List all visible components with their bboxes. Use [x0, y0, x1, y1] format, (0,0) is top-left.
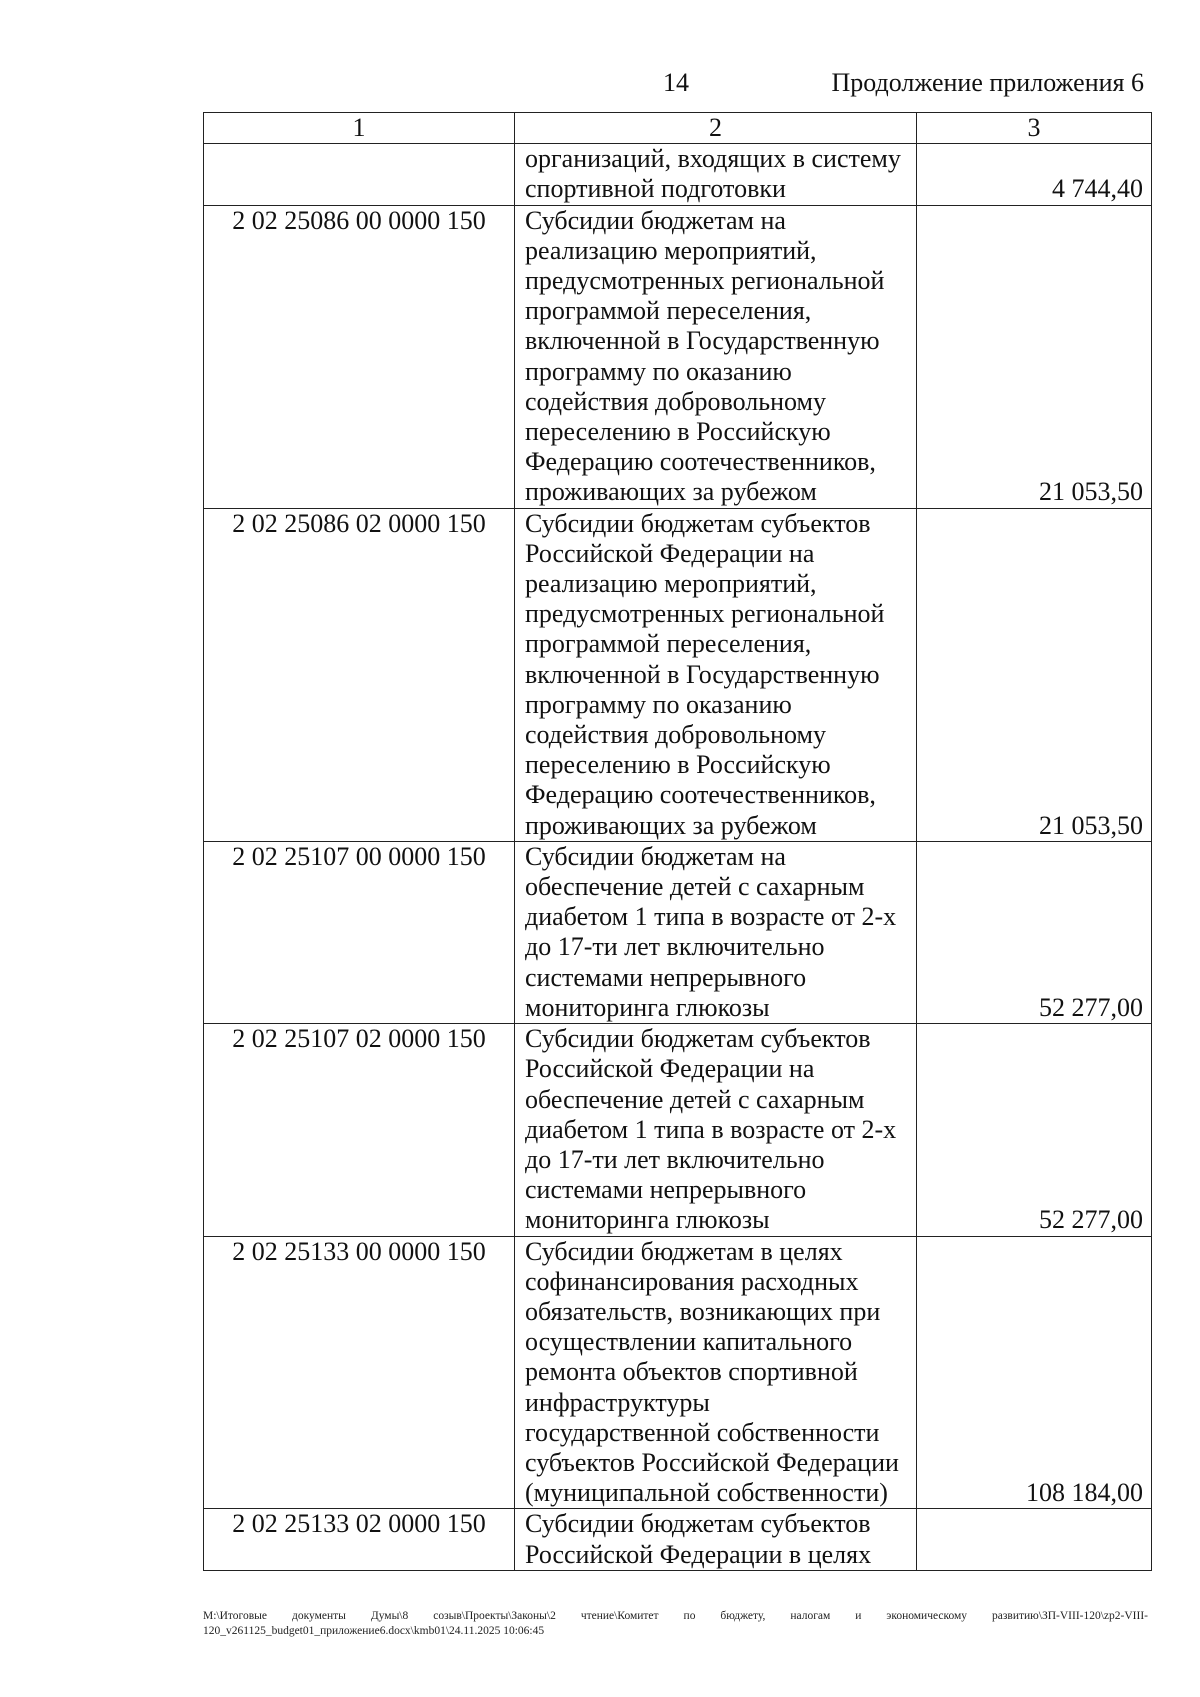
description-line: системами непрерывного	[525, 1175, 807, 1205]
amount-value: 21 053,50	[1039, 477, 1143, 507]
description-line: софинансирования расходных	[525, 1266, 859, 1296]
amount-cell	[917, 508, 1152, 841]
budget-code-cell	[204, 1236, 515, 1509]
amount-value: 21 053,50	[1039, 810, 1143, 840]
description-line: (муниципальной собственности)	[525, 1478, 888, 1508]
description-line: осуществлении капитального	[525, 1327, 853, 1357]
description-line: Российской Федерации в целях	[525, 1539, 872, 1569]
amount-cell	[917, 1509, 1152, 1570]
description-line: до 17-ти лет включительно	[525, 932, 825, 962]
description-line: мониторинга глюкозы	[525, 1205, 770, 1235]
budget-code: 2 02 25086 00 0000 150	[232, 205, 486, 235]
column-header: 1	[204, 113, 515, 144]
table-row	[204, 144, 1152, 205]
description-line: Субсидии бюджетам на	[525, 205, 786, 235]
description-line: включенной в Государственную	[525, 659, 880, 689]
description-cell	[515, 1236, 917, 1509]
description-line: обеспечение детей с сахарным	[525, 872, 865, 902]
description-line: мониторинга глюкозы	[525, 992, 770, 1022]
description-line: программу по оказанию	[525, 689, 792, 719]
table-row	[204, 1509, 1152, 1570]
table-row	[204, 508, 1152, 841]
budget-code-cell	[204, 205, 515, 508]
table-row	[204, 1024, 1152, 1236]
description-line: диабетом 1 типа в возрасте от 2-х	[525, 1114, 897, 1144]
description-line: до 17-ти лет включительно	[525, 1144, 825, 1174]
page-number: 14	[663, 68, 689, 97]
amount-cell	[917, 1236, 1152, 1509]
description-cell	[515, 144, 917, 205]
description-line: переселению в Российскую	[525, 750, 831, 780]
budget-code-cell	[204, 508, 515, 841]
description-cell	[515, 841, 917, 1023]
column-header: 2	[515, 113, 917, 144]
column-header: 3	[917, 113, 1152, 144]
table-row	[204, 1236, 1152, 1509]
description-cell	[515, 1024, 917, 1236]
amount-value: 4 744,40	[1052, 174, 1143, 204]
amount-cell	[917, 144, 1152, 205]
budget-code: 2 02 25133 00 0000 150	[232, 1236, 486, 1266]
description-line: включенной в Государственную	[525, 326, 880, 356]
description-line: программу по оказанию	[525, 356, 792, 386]
description-line: программой переселения,	[525, 629, 812, 659]
description-line: Субсидии бюджетам на	[525, 841, 786, 871]
description-line: инфраструктуры	[525, 1387, 710, 1417]
description-line: проживающих за рубежом	[525, 810, 817, 840]
budget-code: 2 02 25107 02 0000 150	[232, 1024, 486, 1054]
description-line: Российской Федерации на	[525, 538, 815, 568]
budget-code-cell	[204, 1509, 515, 1570]
description-line: содействия добровольному	[525, 720, 826, 750]
budget-code-cell	[204, 1024, 515, 1236]
description-line: программой переселения,	[525, 296, 812, 326]
description-line: ремонта объектов спортивной	[525, 1357, 858, 1387]
description-line: обеспечение детей с сахарным	[525, 1084, 865, 1114]
budget-code: 2 02 25086 02 0000 150	[232, 508, 486, 538]
table-row	[204, 205, 1152, 508]
description-line: содействия добровольному	[525, 386, 826, 416]
description-cell	[515, 205, 917, 508]
description-line: проживающих за рубежом	[525, 477, 817, 507]
description-line: субъектов Российской Федерации	[525, 1447, 899, 1477]
budget-code: 2 02 25107 00 0000 150	[232, 841, 486, 871]
description-line: реализацию мероприятий,	[525, 235, 817, 265]
description-cell	[515, 1509, 917, 1570]
amount-value: 108 184,00	[1026, 1478, 1143, 1508]
description-line: Федерацию соотечественников,	[525, 780, 876, 810]
amount-value: 52 277,00	[1039, 992, 1143, 1022]
budget-code-cell	[204, 841, 515, 1023]
budget-table	[203, 112, 1152, 1571]
description-line: организаций, входящих в систему	[525, 144, 901, 174]
budget-code: 2 02 25133 02 0000 150	[232, 1509, 486, 1539]
description-line: Субсидии бюджетам субъектов	[525, 1509, 871, 1539]
description-cell	[515, 508, 917, 841]
amount-cell	[917, 841, 1152, 1023]
description-line: государственной собственности	[525, 1417, 880, 1447]
table-row	[204, 841, 1152, 1023]
description-line: Федерацию соотечественников,	[525, 447, 876, 477]
description-line: Российской Федерации на	[525, 1054, 815, 1084]
description-line: предусмотренных региональной	[525, 266, 885, 296]
description-line: системами непрерывного	[525, 962, 807, 992]
description-line: диабетом 1 типа в возрасте от 2-х	[525, 902, 897, 932]
amount-cell	[917, 205, 1152, 508]
description-line: обязательств, возникающих при	[525, 1296, 881, 1326]
description-line: Субсидии бюджетам в целях	[525, 1236, 843, 1266]
budget-code-cell	[204, 144, 515, 205]
description-line: реализацию мероприятий,	[525, 569, 817, 599]
page-header	[0, 68, 1200, 108]
file-path-footer: M:\Итоговые документы Думы\8 созыв\Проекты\Законы\2 чтение\Комитет по бюджету, налогам и экономическому развитию\ЗП-VIII-120\zp2-VIII-120_v261125_budget01_приложение6.docx\kmb01\24.11.2025 10:06:45	[203, 1610, 1148, 1637]
table-header-row	[204, 113, 1152, 144]
description-line: Субсидии бюджетам субъектов	[525, 508, 871, 538]
description-line: предусмотренных региональной	[525, 599, 885, 629]
description-line: переселению в Российскую	[525, 417, 831, 447]
description-line: Субсидии бюджетам субъектов	[525, 1024, 871, 1054]
amount-value: 52 277,00	[1039, 1205, 1143, 1235]
continuation-label: Продолжение приложения 6	[831, 68, 1144, 97]
amount-cell	[917, 1024, 1152, 1236]
description-line: спортивной подготовки	[525, 174, 786, 204]
